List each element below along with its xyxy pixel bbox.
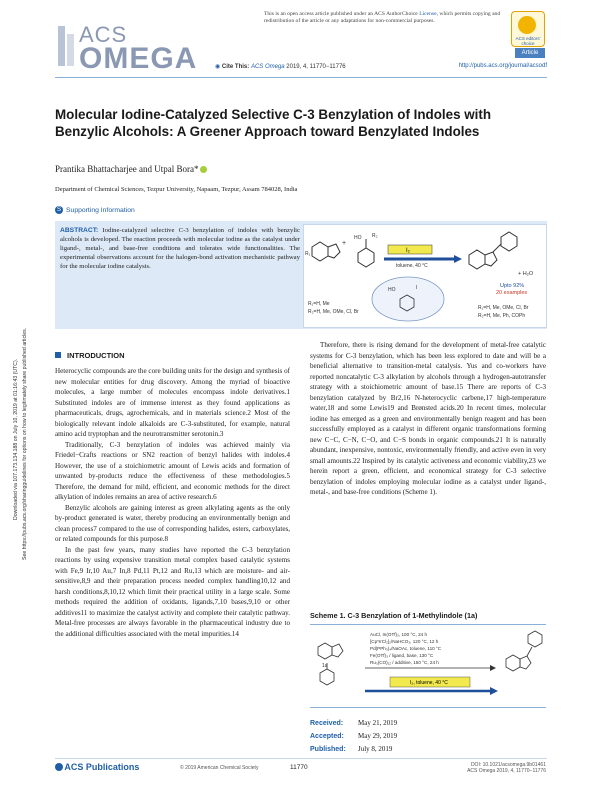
- journal-url[interactable]: http://pubs.acs.org/journal/acsodf: [458, 63, 547, 69]
- license-link[interactable]: License: [419, 11, 437, 17]
- section-marker-icon: [55, 352, 61, 358]
- paragraph-2: Traditionally, C-3 benzylation of indoles was achieved mainly via Friedel−Crafts reactions or SN2 reaction of benzyl halides with indoles.4 However, the use of a stoichiometric amount of Lewis acids and formation of unwanted by-products reduce the effectiveness of these methodologies.5 Therefore, the demand for mild, efficient, and economic methods for the direct alkylation of indoles remains an area of active research.6: [55, 440, 290, 501]
- mechanism-ho-label: HO: [388, 287, 396, 293]
- paragraph-1: Heterocyclic compounds are the core building units for the design and synthesis of new molecular entities for drug discovery. Among the myriad of bioactive molecules, a large number of molecules encompass indole derivatives.1 Substituted indoles are of immense interest as they found applications as pharmaceuticals, drugs, agrochemicals, and in materials science.2 Most of the biologically relevant indole alkaloids are C-3-substituted, for example, natural amino acid tryptophan and the neurotransmitter serotonin.3: [55, 367, 290, 438]
- download-note: Downloaded via 107.173.134.188 on July 10, 2019 at 01:16:43 (UTC).: [13, 358, 19, 520]
- label-1a: 1a: [322, 663, 328, 669]
- license-note: This is an open access article published under an ACS AuthorChoice License, which permits copying and redistribution of the article or any adaptations for non-commercial purposes.: [264, 11, 501, 24]
- cite-this[interactable]: ◉ Cite This: ACS Omega 2019, 4, 11770−11776: [215, 64, 346, 70]
- scheme-condition-5: Ru₃(CO)₁₂ / additive, 150 °C, 24 h: [370, 660, 439, 665]
- product-structure: [469, 232, 517, 269]
- reaction-scheme-graphic: [304, 225, 546, 327]
- label-plus: +: [342, 240, 347, 247]
- paragraph-3: Benzylic alcohols are gaining interest as green alkylating agents as the only by-product generated is water, thereby producing an environmentally benign and clean process7 compared to the use of corresponding halides, esters, carboxylates, or related compounds for this purpose.8: [55, 503, 290, 543]
- paper-title: Molecular Iodine-Catalyzed Selective C-3 Benzylation of Indoles with Benzylic Alcohols: A Greener Approach toward Benzylated Indoles: [55, 107, 492, 139]
- author-list: Prantika Bhattacharjee and Utpal Bora*: [55, 164, 207, 174]
- arrow-head-icon: [454, 255, 462, 263]
- editors-choice-icon: [518, 16, 536, 34]
- footer-doi[interactable]: DOI: 10.1021/acsomega.9b01461 ACS Omega 2019, 4, 11770−11776: [467, 762, 546, 774]
- supporting-info-link[interactable]: S Supporting Information: [56, 206, 135, 214]
- benzylic-alcohol-structure: [358, 239, 374, 267]
- r1-substituents-left: R₁=H, Me: [308, 301, 330, 307]
- citation-bar: [55, 63, 547, 73]
- orcid-icon[interactable]: [200, 166, 207, 173]
- acs-logo-mark-icon: [57, 24, 75, 68]
- paragraph-4: In the past few years, many studies have reported the C-3 benzylation reactions by using expensive transition metal complex based catalytic systems with Fe,9 Ir,10 Au,7 In,8 Pd,11 Pt,12 and Ru,13 which are moisture- and air-sensitive,8,9 and their preparation process needed complex handling10,12 and harsh conditions,8,10,12 which limit their practical utility in a large scale. Some methods required the addition of oxidants, ligands,7,10 bases,9,10 or other additives11 to maximize the catalyst activity and complete their catalytic pathway. Metal-free processes are always favorable in the pharmaceutical industry due to the additional difficulties associated with the metal impurities.14: [55, 545, 290, 638]
- publication-dates: [310, 717, 397, 756]
- copyright: © 2019 American Chemical Society: [180, 765, 259, 771]
- journal-logo-omega: OMEGA: [79, 42, 198, 75]
- section-heading: INTRODUCTION: [55, 351, 125, 360]
- footer-divider: [55, 758, 547, 759]
- this-work-label: I₂, toluene, 40 °C: [410, 680, 448, 686]
- scheme-condition-1: AuCl, In(OTf)₃, 100 °C, 24 h: [370, 632, 428, 637]
- byproduct-label: + H₂O: [518, 271, 534, 277]
- acs-publications-icon: [55, 763, 63, 771]
- mechanism-i-label: I: [416, 285, 418, 291]
- affiliation: Department of Chemical Sciences, Tezpur University, Napaam, Tezpur, Assam 784028, India: [55, 186, 298, 193]
- yield-label: Upto 92%: [500, 283, 525, 289]
- paragraph-5: Therefore, there is rising demand for the development of metal-free catalytic systems for C-3 benzylation, which has been less explored to date and will be a beneficial alternative to transition-metal catalysis. Yus and co-workers have reported noncatalytic C-3 alkylation by alcohols through a hydrogen-autotransfer strategy with a stoichiometric amount of base.15 There are reports of C-3 benzylation catalyzed by Br2,16 N-heterocyclic carbene,17 high-temperature water,18 and some Lewis19 and Brønsted acids.20 In recent times, molecular iodine has emerged as a green and environmentally benign reagent and has been successfully employed as a catalyst in different organic transformations forming new C−C, C−N, C−O, and C−S bonds in organic compounds.21 It is naturally abundant, inexpensive, nontoxic, environmentally friendly, and active even in very small amounts.22 Inspired by its catalytic activeness and economic viability,23 we herein report a green, efficient, and economical strategy for C-3 selective benzylation of indoles employing molecular iodine as a catalyst under ligand-, metal-, and base-free conditions (Scheme 1).: [310, 341, 546, 496]
- scheme-product-structure: [506, 631, 542, 671]
- supporting-info-icon: S: [56, 207, 61, 213]
- mechanism-ellipse: [372, 277, 444, 321]
- scheme-arrow-2-head-icon: [490, 687, 498, 695]
- right-column: [310, 340, 546, 498]
- r2-substituents-left: R₂=H, Me, OMe, Cl, Br: [308, 309, 359, 315]
- r1-substituents-right: R₁=H, Me, OMe, Cl, Br: [478, 305, 529, 311]
- scheme-condition-3: Pd(PPh₃)₄/NaOAc, toluene, 110 °C: [370, 646, 442, 651]
- published-date: Published: July 8, 2019: [310, 745, 393, 753]
- scheme-condition-4: Fe(OTf)₃ / ligand, base, 130 °C: [370, 653, 434, 658]
- indole-structure: [312, 242, 340, 261]
- scheme-title: Scheme 1. C-3 Benzylation of 1-Methylindole (1a): [310, 611, 478, 620]
- scheme-arrow-1-head-icon: [490, 665, 496, 671]
- article-type-label: Article: [515, 48, 545, 58]
- accepted-date: Accepted: May 29, 2019: [310, 732, 398, 740]
- journal-logo-acs: ACS: [79, 22, 128, 47]
- received-date: Received: May 21, 2019: [310, 719, 398, 727]
- page-number: 11770: [290, 764, 308, 771]
- label-ho: HO: [354, 235, 362, 241]
- toc-graphic: [303, 224, 547, 328]
- r2-substituents-right: R₂=H, Me, Ph, COPh: [478, 313, 526, 319]
- scheme-graphic: [310, 625, 546, 707]
- editors-choice-badge[interactable]: ACS editors' choice: [511, 11, 545, 47]
- scheme-figure: [310, 624, 546, 708]
- left-column: [55, 366, 290, 639]
- scheme-condition-2: [Cp*IrCl₂]₂/NaHCO₃, 120 °C, 12 h: [370, 639, 439, 644]
- label-r2: R₂: [372, 233, 378, 239]
- label-r1-left: R₁: [305, 251, 311, 257]
- examples-label: 20 examples: [496, 290, 528, 296]
- reagent-label: I₂: [406, 248, 410, 254]
- conditions-label: toluene, 40 °C: [396, 263, 428, 269]
- abstract-text: ABSTRACT: Iodine-catalyzed selective C-3 benzylation of indoles with benzylic alcohols is developed. The reaction proceeds with molecular iodine as the catalyst under ligand-, metal-, and base-free conditions and tolerates wide functionalities. The experimental observations account for the halogen-bond activation mechanistic pathway for the molecular iodine catalysis.: [60, 227, 300, 270]
- publisher-logo[interactable]: ACS Publications: [55, 762, 139, 772]
- sharing-note: See https://pubs.acs.org/sharingguidelines for options on how to legitimately share published articles.: [22, 327, 28, 560]
- catalyst-box: [388, 245, 432, 254]
- header-divider: [55, 77, 547, 78]
